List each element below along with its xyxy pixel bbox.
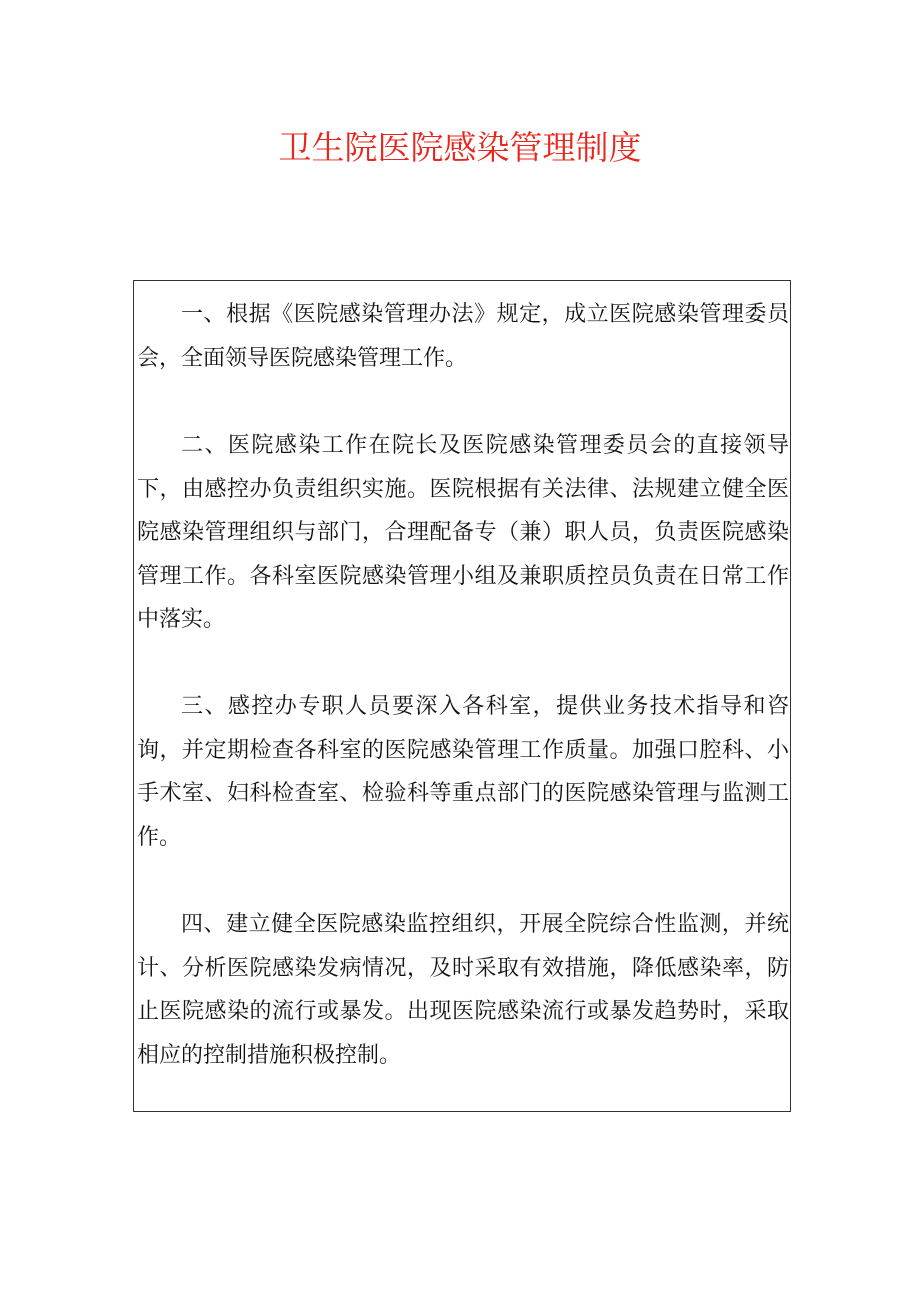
content-box: [133, 280, 791, 1112]
paragraph-3: 三、感控办专职人员要深入各科室，提供业务技术指导和咨询，并定期检查各科室的医院感染管理工作质量。加强口腔科、小手术室、妇科检查室、检验科等重点部门的医院感染管理与监测工作。: [137, 694, 789, 850]
paragraph-1: 一、根据《医院感染管理办法》规定，成立医院感染管理委员会，全面领导医院感染管理工作。: [137, 302, 789, 371]
paragraph-4: 四、建立健全医院感染监控组织，开展全院综合性监测，并统计、分析医院感染发病情况，及时采取有效措施，降低感染率，防止医院感染的流行或暴发。出现医院感染流行或暴发趋势时，采取相应的控制措施积极控制。: [137, 912, 789, 1068]
document-title: 卫生院医院感染管理制度: [278, 128, 642, 167]
paragraph-2: 二、医院感染工作在院长及医院感染管理委员会的直接领导下，由感控办负责组织实施。医院根据有关法律、法规建立健全医院感染管理组织与部门，合理配备专（兼）职人员，负责医院感染管理工作。各科室医院感染管理小组及兼职质控员负责在日常工作中落实。: [137, 433, 789, 632]
